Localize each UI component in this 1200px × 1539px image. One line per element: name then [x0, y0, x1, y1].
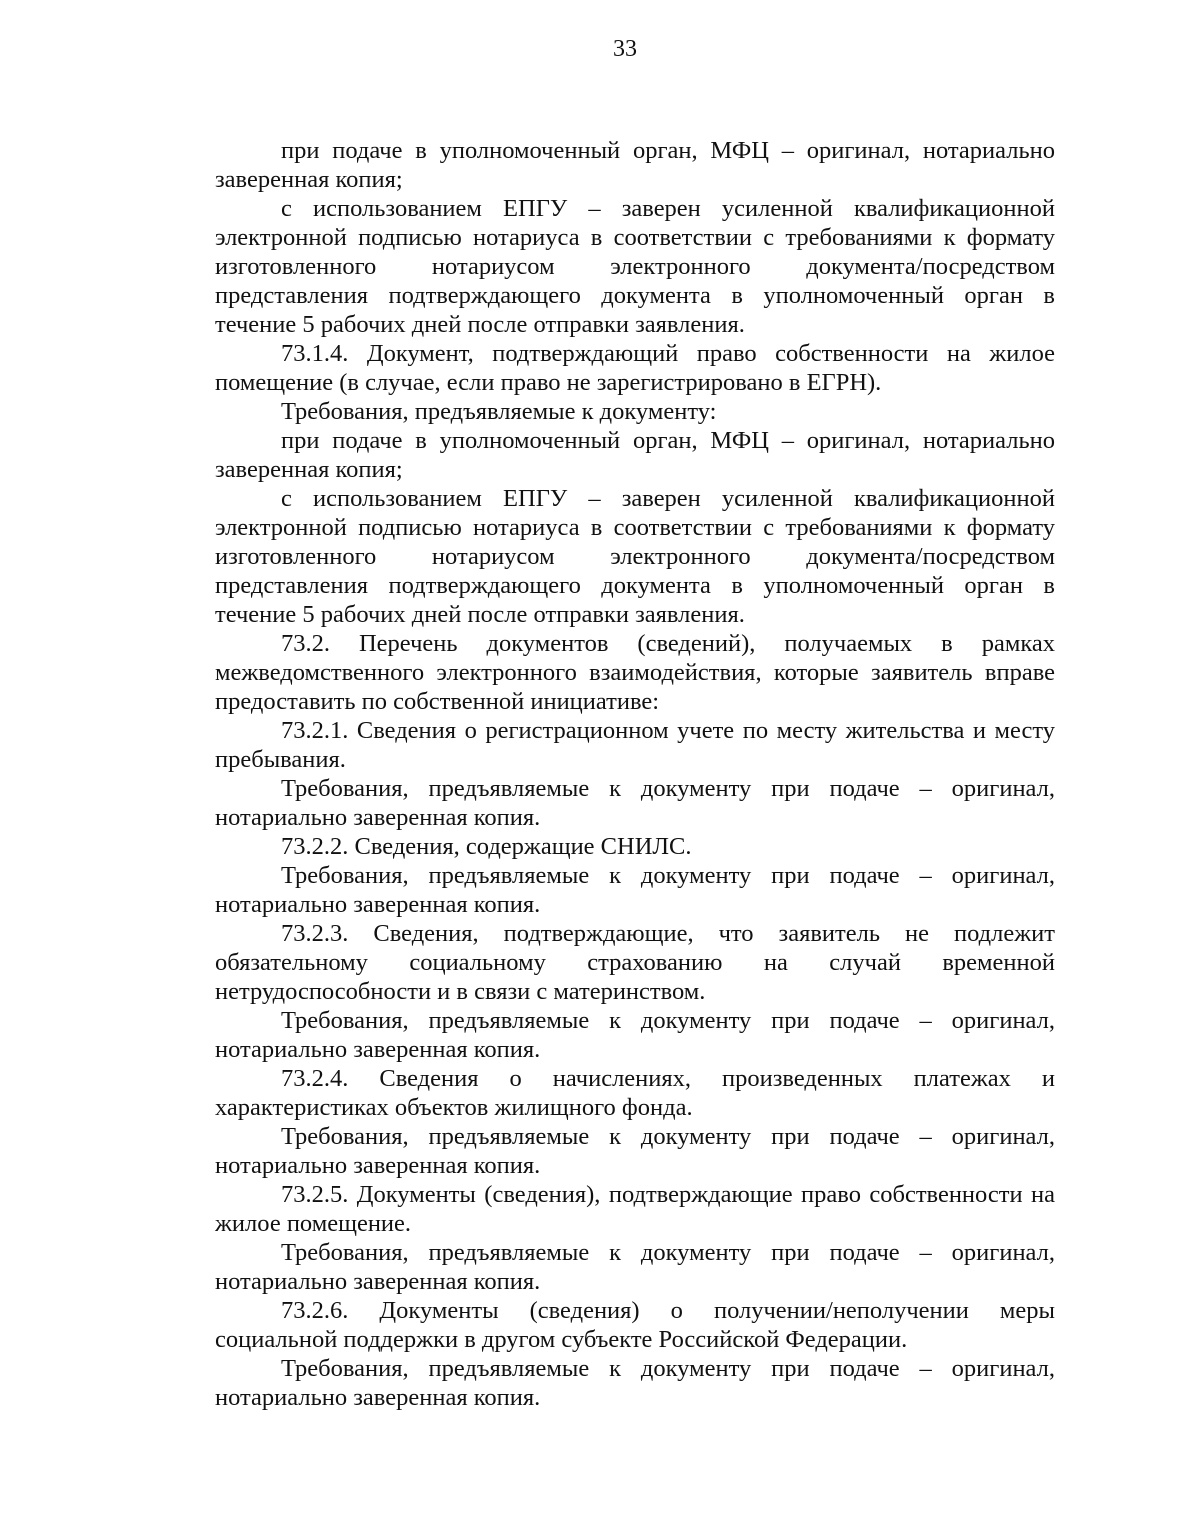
paragraph: Требования, предъявляемые к документу при подаче – оригинал, нотариально заверенная копия. [215, 775, 1055, 831]
paragraph: 73.2.4. Сведения о начислениях, произведенных платежах и характеристиках объектов жилищного фонда. [215, 1065, 1055, 1121]
paragraph: Требования, предъявляемые к документу: [281, 398, 717, 425]
paragraph: 73.2.5. Документы (сведения), подтверждающие право собственности на жилое помещение. [215, 1181, 1055, 1237]
paragraph: 73.2.3. Сведения, подтверждающие, что заявитель не подлежит обязательному социальному страхованию на случай временной нетрудоспособности и в связи с материнством. [215, 920, 1055, 1005]
paragraph: Требования, предъявляемые к документу при подаче – оригинал, нотариально заверенная копия. [215, 1123, 1055, 1179]
paragraph: с использованием ЕПГУ – заверен усиленной квалификационной электронной подписью нотариуса в соответствии с требованиями к формату изготовленного нотариусом электронного документа/посредством представления подтверждающего документа в уполномоченный орган в течение 5 рабочих дней после отправки заявления. [215, 195, 1055, 338]
paragraph: 73.2.6. Документы (сведения) о получении/неполучении меры социальной поддержки в другом субъекте Российской Федерации. [215, 1297, 1055, 1353]
paragraph: Требования, предъявляемые к документу при подаче – оригинал, нотариально заверенная копия. [215, 1007, 1055, 1063]
paragraph: 73.2.1. Сведения о регистрационном учете по месту жительства и месту пребывания. [215, 717, 1055, 773]
paragraph: 73.2.2. Сведения, содержащие СНИЛС. [281, 833, 692, 860]
paragraph: 73.1.4. Документ, подтверждающий право собственности на жилое помещение (в случае, если право не зарегистрировано в ЕГРН). [215, 340, 1055, 396]
paragraph: с использованием ЕПГУ – заверен усиленной квалификационной электронной подписью нотариуса в соответствии с требованиями к формату изготовленного нотариусом электронного документа/посредством представления подтверждающего документа в уполномоченный орган в течение 5 рабочих дней после отправки заявления. [215, 485, 1055, 628]
page-number: 33 [613, 36, 637, 62]
document-body [215, 136, 1055, 1412]
paragraph: Требования, предъявляемые к документу при подаче – оригинал, нотариально заверенная копия. [215, 862, 1055, 918]
paragraph: при подаче в уполномоченный орган, МФЦ – оригинал, нотариально заверенная копия; [215, 137, 1055, 193]
paragraph: Требования, предъявляемые к документу при подаче – оригинал, нотариально заверенная копия. [215, 1355, 1055, 1411]
paragraph: при подаче в уполномоченный орган, МФЦ – оригинал, нотариально заверенная копия; [215, 427, 1055, 483]
paragraph: 73.2. Перечень документов (сведений), получаемых в рамках межведомственного электронного взаимодействия, которые заявитель вправе предоставить по собственной инициативе: [215, 630, 1055, 715]
paragraph: Требования, предъявляемые к документу при подаче – оригинал, нотариально заверенная копия. [215, 1239, 1055, 1295]
